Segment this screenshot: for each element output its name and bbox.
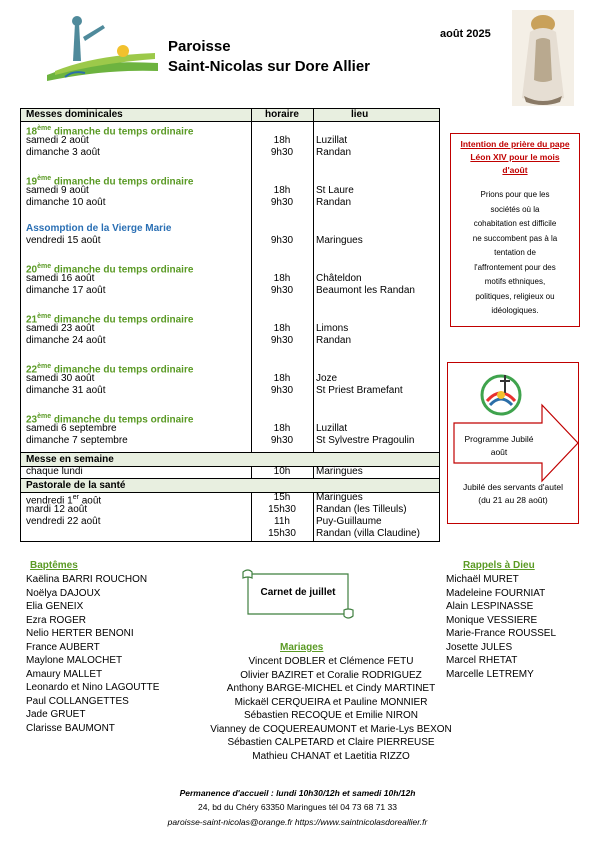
sunday-title <box>21 261 439 276</box>
intention-line: ne succombent pas à la <box>472 233 558 243</box>
mass-row <box>21 147 439 159</box>
carnet-title: Carnet de juillet <box>260 587 336 598</box>
mass-row <box>21 335 439 347</box>
rappel-name: Marcel RHETAT <box>446 655 518 666</box>
row-time: 18h <box>273 185 291 196</box>
health-header-text: Pastorale de la santé <box>26 480 126 491</box>
intention-line: politiques, religieux ou <box>475 291 555 301</box>
ordinal-suffix: ème <box>37 413 52 420</box>
intention-text <box>459 188 571 319</box>
intention-line: tentation de <box>494 248 536 257</box>
mass-row <box>21 135 439 147</box>
mariage-name: Olivier BAZIRET et Coralie RODRIGUEZ <box>240 669 422 681</box>
intention-line: sociétés où la <box>490 204 540 214</box>
rappel-name: Madeleine FOURNIAT <box>446 587 546 599</box>
intention-line: motifs ethniques, <box>484 277 546 286</box>
rappel-name: Marcelle LETREMY <box>446 668 534 680</box>
rappel-name: Marie-France ROUSSEL <box>446 628 557 639</box>
bapteme-name: Kaëlina BARRI ROUCHON <box>26 574 148 585</box>
mariages-title: Mariages <box>280 642 324 653</box>
intention-line: cohabitation est difficile <box>473 219 557 228</box>
row-place: Randan (les Tilleuls) <box>316 504 407 515</box>
row-day: dimanche 7 septembre <box>26 435 128 446</box>
ordinal-suffix: ème <box>37 125 52 132</box>
bapteme-name: Elia GENEIX <box>26 601 84 612</box>
bapteme-name: Nelio HERTER BENONI <box>26 628 134 639</box>
row-place: Maringues <box>316 235 363 246</box>
arrow-line2: août <box>490 447 508 457</box>
health-row <box>21 492 439 507</box>
baptemes-list <box>26 573 159 735</box>
row-day: mardi 12 août <box>26 504 88 515</box>
rappel-name: Alain LESPINASSE <box>446 601 534 612</box>
mariage-name: Anthony BARGE-MICHEL et Cindy MARTINET <box>226 683 436 694</box>
row-place: Maringues <box>316 466 363 477</box>
parish-label: Paroisse <box>168 38 231 55</box>
sunday-title-text: Assomption de la Vierge Marie <box>26 223 172 234</box>
bapteme-name: Maylone MALOCHET <box>26 655 123 666</box>
bapteme-name: France AUBERT <box>26 641 100 653</box>
sunday-title <box>21 361 439 376</box>
weekday-header <box>21 452 439 467</box>
row-place: Randan <box>316 197 352 208</box>
mass-row <box>21 373 439 385</box>
row-place: Randan (villa Claudine) <box>316 528 420 539</box>
weekday-header-text: Messe en semaine <box>26 454 114 465</box>
schedule-header <box>21 109 439 122</box>
col-time: horaire <box>265 109 299 120</box>
row-time: 9h30 <box>270 435 294 446</box>
sunday-title <box>21 311 439 326</box>
ordinal-suffix: ème <box>37 313 52 320</box>
mariage-name: Sébastien CALPETARD et Claire PIERREUSE <box>227 737 435 748</box>
row-day: chaque lundi <box>26 466 83 477</box>
row-time: 18h <box>273 373 291 384</box>
caption-line1: Jubilé des servants d'autel <box>463 482 563 492</box>
sunday-title-text: 21ème dimanche du temps ordinaire <box>26 313 194 326</box>
row-place: Luzillat <box>316 135 348 146</box>
row-day: samedi 16 août <box>26 273 95 284</box>
row-place: Maringues <box>316 492 363 503</box>
parish-name: Saint-Nicolas sur Dore Allier <box>168 58 371 75</box>
mariage-name: Mathieu CHANAT et Laetitia RIZZO <box>252 750 410 762</box>
row-time: 9h30 <box>270 147 294 158</box>
row-day: samedi 23 août <box>26 323 95 334</box>
mariage-name: Sébastien RECOQUE et Emilie NIRON <box>244 710 418 721</box>
rappels-title: Rappels à Dieu <box>463 560 535 571</box>
jubilee-box <box>447 362 579 524</box>
mass-row <box>21 285 439 297</box>
row-day: samedi 9 août <box>26 185 89 196</box>
intention-line: Prions pour que les <box>480 190 550 199</box>
col-masses: Messes dominicales <box>26 109 123 120</box>
prayer-intention-box <box>450 133 580 327</box>
mariage-name: Vincent DOBLER et Clémence FETU <box>248 656 414 667</box>
rappel-name: Monique VESSIERE <box>446 614 538 626</box>
bapteme-name: Amaury MALLET <box>26 668 103 680</box>
bapteme-name: Jade GRUET <box>26 709 86 720</box>
program-arrow-label <box>456 433 542 459</box>
mariage-name: Mickaël CERQUEIRA et Pauline MONNIER <box>234 696 428 708</box>
caption-line2: (du 21 au 28 août) <box>478 495 548 505</box>
health-row <box>21 504 439 516</box>
row-time: 9h30 <box>270 285 294 296</box>
sunday-title-text: 23ème dimanche du temps ordinaire <box>26 413 194 426</box>
ordinal-suffix: ème <box>37 363 52 370</box>
row-place: St Sylvestre Pragoulin <box>316 435 415 446</box>
row-place: Beaumont les Randan <box>316 285 415 296</box>
row-place: Randan <box>316 147 352 158</box>
mass-row <box>21 235 439 247</box>
mass-row <box>21 185 439 197</box>
row-day: dimanche 17 août <box>26 285 106 296</box>
row-time: 15h <box>273 492 291 503</box>
rappel-name: Michaël MURET <box>446 574 519 585</box>
sunday-title-text: 22ème dimanche du temps ordinaire <box>26 363 194 376</box>
row-time: 9h30 <box>270 335 294 346</box>
row-day: dimanche 31 août <box>26 385 106 396</box>
arrow-line1: Programme Jubilé <box>464 434 534 444</box>
sunday-title <box>21 173 439 188</box>
health-row <box>21 528 439 540</box>
footer-address: 24, bd du Chéry 63350 Maringues tél 04 73 68 71 33 <box>198 802 397 812</box>
sunday-title-text: 19ème dimanche du temps ordinaire <box>26 175 194 188</box>
mass-row <box>21 423 439 435</box>
row-place: Châteldon <box>316 273 362 284</box>
row-day: samedi 30 août <box>26 373 95 384</box>
footer-contact[interactable]: paroisse-saint-nicolas@orange.fr https://www.saintnicolasdoreallier.fr <box>167 817 428 827</box>
health-header <box>21 478 439 493</box>
mass-row <box>21 273 439 285</box>
rappel-name: Josette JULES <box>446 641 513 653</box>
row-day: samedi 6 septembre <box>26 423 117 434</box>
col-place: lieu <box>351 109 369 120</box>
row-place: St Priest Bramefant <box>316 385 403 396</box>
row-place: St Laure <box>316 185 354 196</box>
row-time: 15h30 <box>268 504 296 515</box>
bulletin-date: août 2025 <box>440 28 491 40</box>
mariage-name: Vianney de COQUEREAUMONT et Marie-Lys BEXON <box>210 723 452 735</box>
row-place: Puy-Guillaume <box>316 516 382 527</box>
rappels-list <box>446 573 586 681</box>
row-time: 15h30 <box>268 528 296 539</box>
parish-logo <box>45 15 160 85</box>
row-day: vendredi 1er août <box>26 494 102 507</box>
row-day: vendredi 15 août <box>26 235 101 246</box>
intention-title: Intention de prière du pape Léon XIV pour le mois d'août <box>460 139 570 175</box>
mass-schedule-table <box>20 108 440 542</box>
mariages-list <box>196 655 466 763</box>
row-day: dimanche 3 août <box>26 147 100 158</box>
row-day: dimanche 10 août <box>26 197 106 208</box>
row-time: 18h <box>273 323 291 334</box>
bapteme-name: Paul COLLANGETTES <box>26 695 129 707</box>
mass-row <box>21 435 439 447</box>
row-time: 18h <box>273 135 291 146</box>
sunday-title-text: 20ème dimanche du temps ordinaire <box>26 263 194 276</box>
mass-row <box>21 385 439 397</box>
sunday-title <box>21 123 439 138</box>
row-day: dimanche 24 août <box>26 335 106 346</box>
weekday-row <box>21 466 439 478</box>
sunday-title <box>21 223 439 235</box>
row-time: 18h <box>273 273 291 284</box>
sunday-title-text: 18ème dimanche du temps ordinaire <box>26 125 194 138</box>
health-row <box>21 516 439 528</box>
footer-hours: Permanence d'accueil : lundi 10h30/12h et samedi 10h/12h <box>179 788 416 798</box>
bapteme-name: Noëlya DAJOUX <box>26 587 101 599</box>
row-place: Limons <box>316 323 349 334</box>
program-arrow[interactable] <box>452 403 580 483</box>
row-place: Randan <box>316 335 352 346</box>
row-time: 9h30 <box>270 385 294 396</box>
row-time: 18h <box>273 423 291 434</box>
mass-row <box>21 197 439 209</box>
row-day: vendredi 22 août <box>26 516 101 527</box>
bapteme-name: Leonardo et Nino LAGOUTTE <box>26 682 160 693</box>
row-time: 9h30 <box>270 235 294 246</box>
row-time: 9h30 <box>270 197 294 208</box>
intention-line: idéologiques. <box>491 306 539 315</box>
row-place: Luzillat <box>316 423 348 434</box>
row-day: samedi 2 août <box>26 135 89 146</box>
row-time: 11h <box>274 516 290 527</box>
mass-row <box>21 323 439 335</box>
intention-line: l'affrontement pour des <box>474 262 556 272</box>
bapteme-name: Clarisse BAUMONT <box>26 722 115 734</box>
virgin-statue-image <box>512 10 574 106</box>
row-time: 10h <box>273 466 291 477</box>
ordinal-suffix: ème <box>37 175 52 182</box>
bapteme-name: Ezra ROGER <box>26 614 87 626</box>
baptemes-title: Baptêmes <box>30 560 78 571</box>
sunday-title <box>21 411 439 426</box>
row-place: Joze <box>316 373 338 384</box>
carnet-scroll <box>240 568 356 620</box>
ordinal-suffix: er <box>72 494 79 501</box>
jubilee-caption <box>452 481 574 507</box>
ordinal-suffix: ème <box>37 263 52 270</box>
